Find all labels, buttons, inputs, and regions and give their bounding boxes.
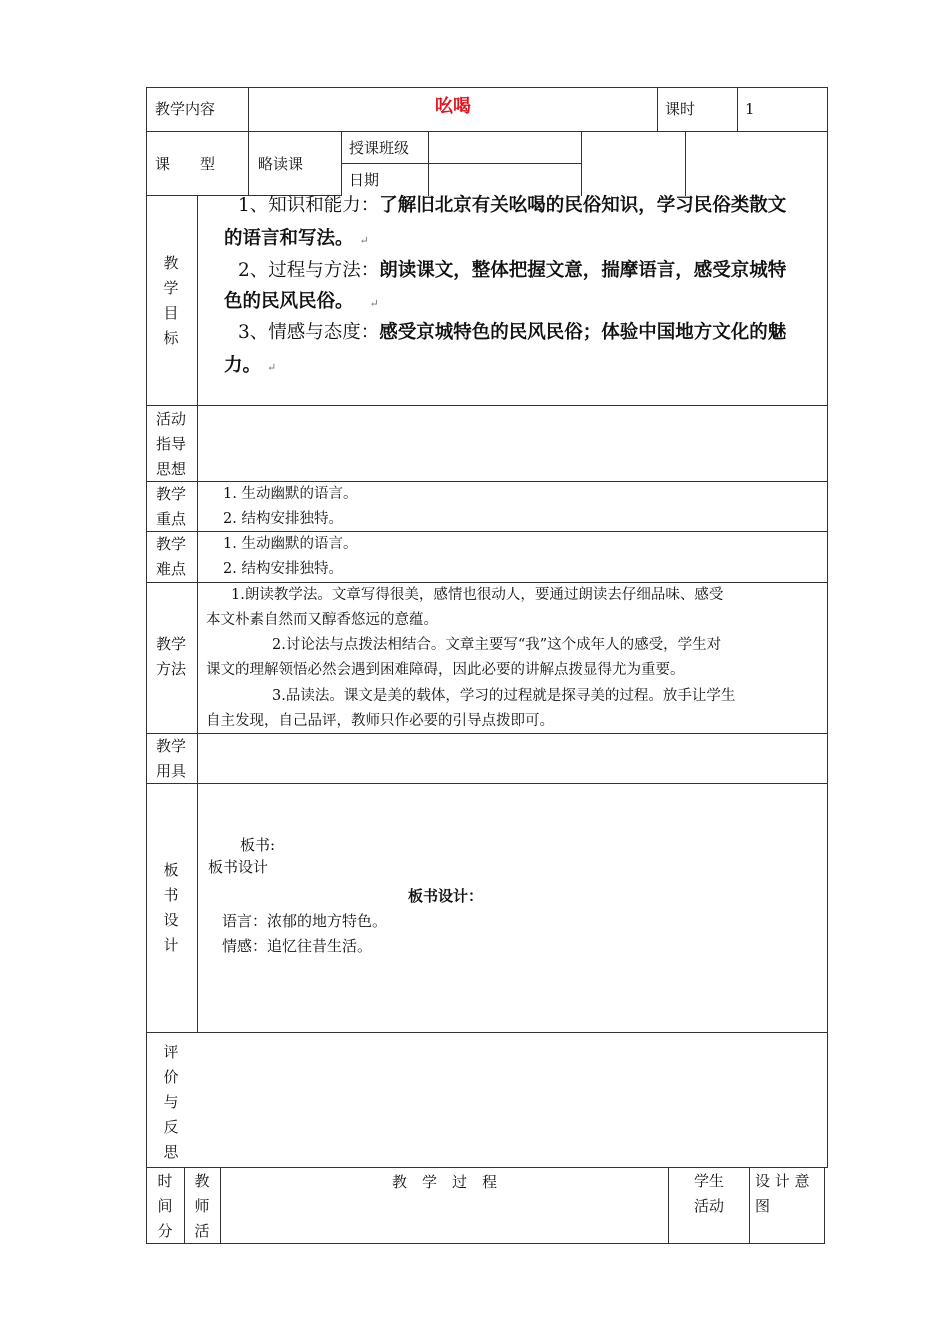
tools-label [151,734,191,784]
goal-text: 了解旧北京有关吆喝的民俗知识，学习民俗类散文 [379,195,787,216]
board-label [151,858,191,958]
key-points-label-line: 教学 [155,485,186,503]
method-line: 自主发现，自己品评，教师只作必要的引导点拨即可。 [206,713,554,729]
process-col-teacher [184,1169,220,1244]
method-line: 本文朴素自然而又醇香悠远的意蕴。 [206,612,438,628]
label-lesson-type: 课 型 [155,155,216,173]
methods-label [151,632,191,682]
board-label-char: 书 [163,886,179,904]
methods-label-line: 教学 [155,635,186,653]
paragraph-mark-icon: ↵ [267,361,277,374]
goals-label-char: 学 [163,279,179,297]
key-points-label [151,482,191,532]
goal-text: 色的民风民俗。 [224,291,354,312]
goals-label-char: 教 [163,254,179,272]
method-line: 3.品读法。课文是美的载体，学习的过程就是探寻美的过程。放手让学生 [272,688,736,704]
goal-prefix: 3、情感与态度： [238,322,380,343]
board-item: 情感：追忆往昔生活。 [222,937,373,955]
difficulty-item: 2. 结构安排独特。 [223,561,343,577]
difficulties-label-line: 难点 [155,560,186,578]
board-label-char: 设 [163,911,179,929]
label-teaching-content: 教学内容 [155,100,216,118]
process-col-process: 教 学 过 程 [391,1173,497,1191]
process-col-time-char: 分 [157,1222,173,1240]
goal-text: 感受京城特色的民风民俗；体验中国地方文化的魅 [379,322,787,343]
goal-text: 的语言和写法。 [224,228,354,249]
row-divider [341,163,582,164]
tools-label-line: 教学 [155,737,186,755]
process-col-teacher-char: 活 [194,1222,210,1240]
methods-label-line: 方法 [155,660,186,678]
process-col-time [146,1169,184,1244]
reflection-label-char: 价 [163,1068,179,1086]
process-col-time-char: 时 [157,1172,173,1190]
key-points-label-line: 重点 [155,510,186,528]
board-label-char: 板 [163,861,179,879]
method-line: 课文的理解领悟必然会遇到困难障碍，因此必要的讲解点拨显得尤为重要。 [206,662,685,678]
goals-label [151,251,191,351]
tools-label-line: 用具 [155,762,186,780]
row-divider [146,1167,828,1168]
column-divider [341,131,342,196]
reflection-label [151,1040,191,1165]
reflection-label-char: 与 [163,1093,179,1111]
guide-label-line: 思想 [155,460,186,478]
board-label-char: 计 [163,936,179,954]
board-item: 语言：浓郁的地方特色。 [222,912,388,930]
goal-line [238,191,786,221]
table-border-bottom [146,1243,825,1244]
reflection-label-char: 评 [163,1043,179,1061]
column-divider [197,195,198,1033]
goal-line [224,287,379,319]
key-point-item: 2. 结构安排独特。 [223,511,343,527]
label-periods: 课时 [665,100,696,118]
process-col-intent-line: 设 计 意 [755,1172,810,1190]
process-col-student [669,1169,749,1219]
goal-prefix: 2、过程与方法： [238,260,380,281]
difficulty-item: 1. 生动幽默的语言。 [223,536,358,552]
method-line: 1.朗读教学法。文章写得很美，感情也很动人，要通过朗读去仔细品味、感受 [231,587,724,603]
paragraph-mark-icon: ↵ [369,297,379,310]
board-heading: 板书设计： [408,887,484,905]
goal-prefix: 1、知识和能力： [238,195,380,216]
label-class: 授课班级 [349,139,410,157]
board-line-1: 板书: [240,836,276,854]
table-border-left [146,87,147,1244]
board-line-2: 板书设计 [208,858,269,876]
guide-label-line: 指导 [155,435,186,453]
column-divider [749,1167,750,1244]
process-col-intent-line: 图 [755,1197,771,1215]
row-divider [146,405,828,406]
row-divider [146,783,828,784]
goal-line [238,318,786,348]
guide-label-line: 活动 [155,410,186,428]
guide-label [151,407,191,482]
row-divider [146,1032,828,1033]
reflection-label-char: 思 [163,1143,179,1161]
goal-text: 朗读课文，整体把握文意，揣摩语言，感受京城特 [379,260,787,281]
difficulties-label [151,532,191,582]
process-col-student-line: 活动 [693,1197,724,1215]
goals-label-char: 标 [163,329,179,347]
goals-label-char: 目 [163,304,179,322]
key-point-item: 1. 生动幽默的语言。 [223,486,358,502]
goal-line [224,351,276,383]
goal-line [238,256,786,286]
paragraph-mark-icon: ↵ [359,234,369,247]
process-col-teacher-char: 师 [194,1197,210,1215]
process-col-intent [755,1169,825,1219]
column-divider [581,131,582,196]
goal-line [224,224,369,256]
difficulties-label-line: 教学 [155,535,186,553]
process-col-student-line: 学生 [693,1172,724,1190]
periods-value: 1 [745,100,755,118]
lesson-title: 吆喝 [435,96,471,117]
label-date: 日期 [349,171,380,189]
reflection-label-char: 反 [163,1118,179,1136]
process-col-time-char: 间 [157,1197,173,1215]
column-divider [685,131,686,196]
column-divider [428,131,429,196]
column-divider [827,87,828,1168]
method-line: 2.讨论法与点拨法相结合。文章主要写“我”这个成年人的感受，学生对 [272,637,722,653]
column-divider [657,87,658,132]
column-divider [737,87,738,132]
goal-text: 力。 [224,355,262,376]
lesson-type-value: 略读课 [258,155,304,173]
process-col-teacher-char: 教 [194,1172,210,1190]
